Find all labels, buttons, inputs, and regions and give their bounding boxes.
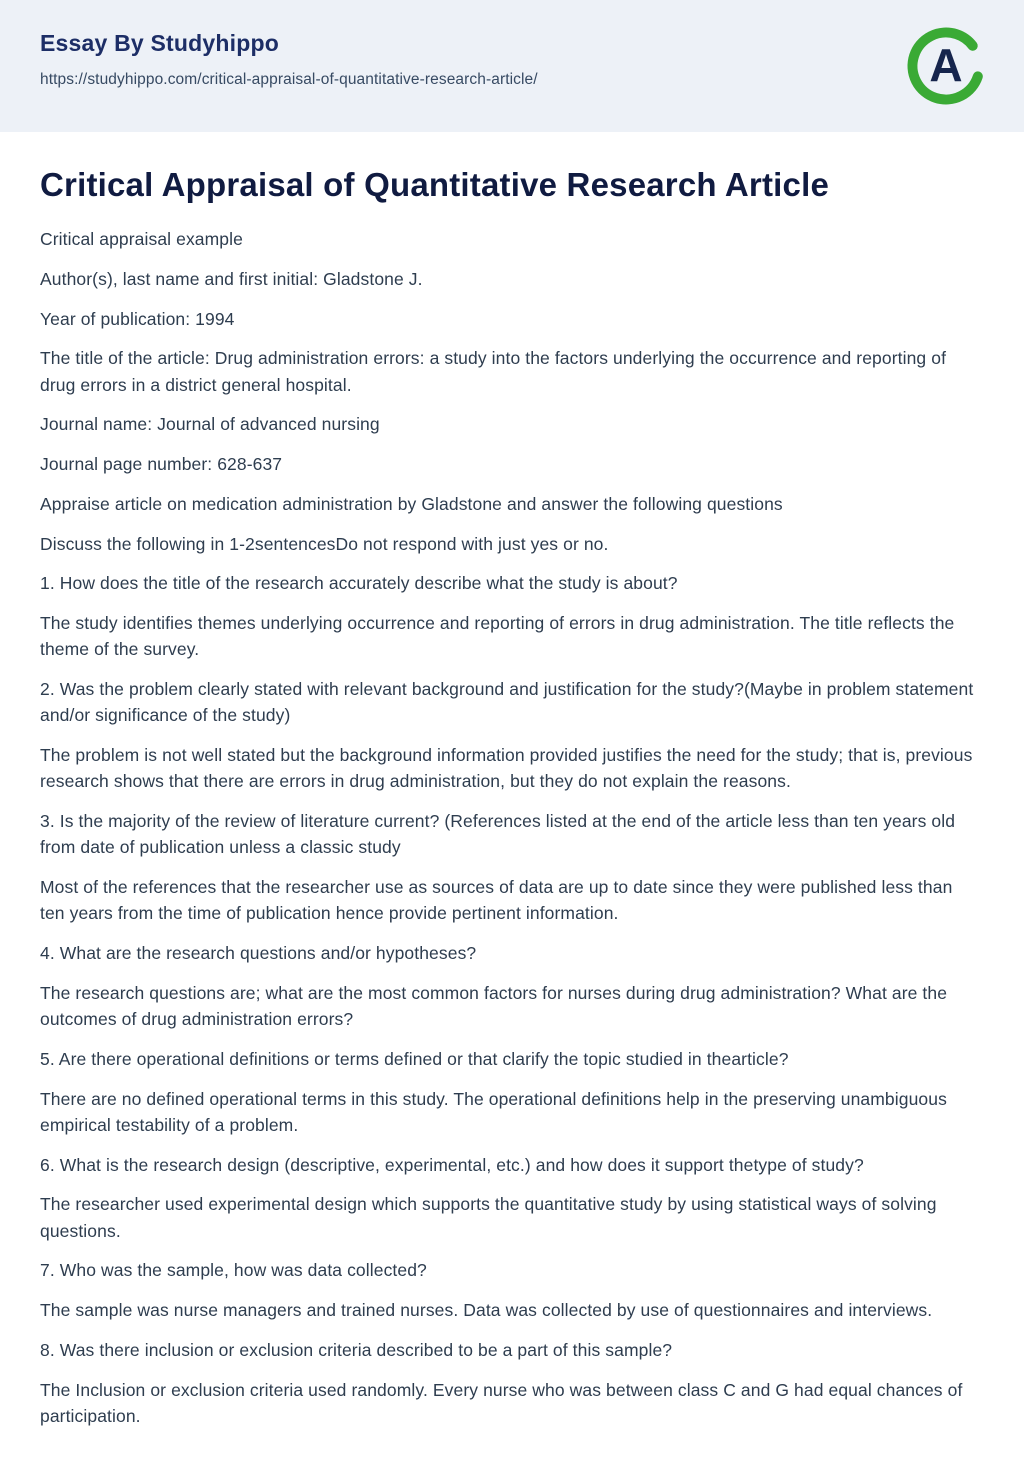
- question-paragraph: 8. Was there inclusion or exclusion criteria described to be a part of this sample?: [40, 1339, 673, 1360]
- paragraph: Year of publication: 1994: [40, 308, 235, 329]
- answer-paragraph: The study identifies themes underlying occurrence and reporting of errors in drug administration. The title reflects the theme of the survey.: [40, 613, 955, 660]
- question-paragraph: 4. What are the research questions and/or hypotheses?: [40, 943, 477, 963]
- question-paragraph: 7. Who was the sample, how was data collected?: [40, 1260, 427, 1281]
- paragraph: Author(s), last name and first initial: Gladstone J.: [40, 268, 423, 289]
- paragraph: Critical appraisal example: [40, 229, 243, 249]
- site-header: [0, 0, 1024, 132]
- answer-paragraph: The research questions are; what are the most common factors for nurses during drug administration? What are the outcomes of drug administration errors?: [40, 982, 948, 1029]
- paragraph: Journal page number: 628-637: [40, 454, 283, 474]
- paragraph: Appraise article on medication administration by Gladstone and answer the following questions: [40, 493, 783, 514]
- logo-letter: A: [929, 39, 963, 91]
- paragraph: The title of the article: Drug administration errors: a study into the factors underlying the occurrence and reporting of drug errors in a district general hospital.: [40, 348, 947, 395]
- paragraph: Discuss the following in 1-2sentencesDo not respond with just yes or no.: [40, 533, 609, 554]
- question-paragraph: 3. Is the majority of the review of literature current? (References listed at the end of the article less than ten years old from date of publication unless a classic study: [40, 811, 956, 858]
- answer-paragraph: The Inclusion or exclusion criteria used randomly. Every nurse who was between class C and G had equal chances of participation.: [40, 1379, 963, 1426]
- paragraph: Journal name: Journal of advanced nursing: [40, 414, 380, 435]
- question-paragraph: 1. How does the title of the research accurately describe what the study is about?: [40, 573, 678, 594]
- site-title: Essay By Studyhippo: [40, 30, 279, 56]
- answer-paragraph: The sample was nurse managers and trained nurses. Data was collected by use of questionnaires and interviews.: [40, 1300, 933, 1320]
- page-title: Critical Appraisal of Quantitative Research Article: [40, 166, 830, 203]
- answer-paragraph: The problem is not well stated but the background information provided justifies the need for the study; that is, previous research shows that there are errors in drug administration, but they do not explain the reasons.: [40, 745, 973, 792]
- answer-paragraph: Most of the references that the researcher use as sources of data are up to date since they were published less than ten years from the time of publication hence provide pertinent information.: [40, 877, 953, 924]
- page-url-link[interactable]: https://studyhippo.com/critical-appraisal-of-quantitative-research-article/: [40, 71, 538, 88]
- site-header-text: [40, 30, 538, 89]
- studyhippo-logo: [906, 26, 986, 106]
- question-paragraph: 6. What is the research design (descriptive, experimental, etc.) and how does it support thetype of study?: [40, 1154, 864, 1175]
- answer-paragraph: There are no defined operational terms in this study. The operational definitions help in the preserving unambiguous empirical testability of a problem.: [40, 1088, 947, 1135]
- article-body: [0, 132, 1024, 1483]
- answer-paragraph: The researcher used experimental design which supports the quantitative study by using statistical ways of solving questions.: [40, 1194, 937, 1241]
- question-paragraph: 5. Are there operational definitions or terms defined or that clarify the topic studied in thearticle?: [40, 1048, 789, 1069]
- question-paragraph: 2. Was the problem clearly stated with relevant background and justification for the study?(Maybe in problem statement and/or significance of the study): [40, 679, 974, 726]
